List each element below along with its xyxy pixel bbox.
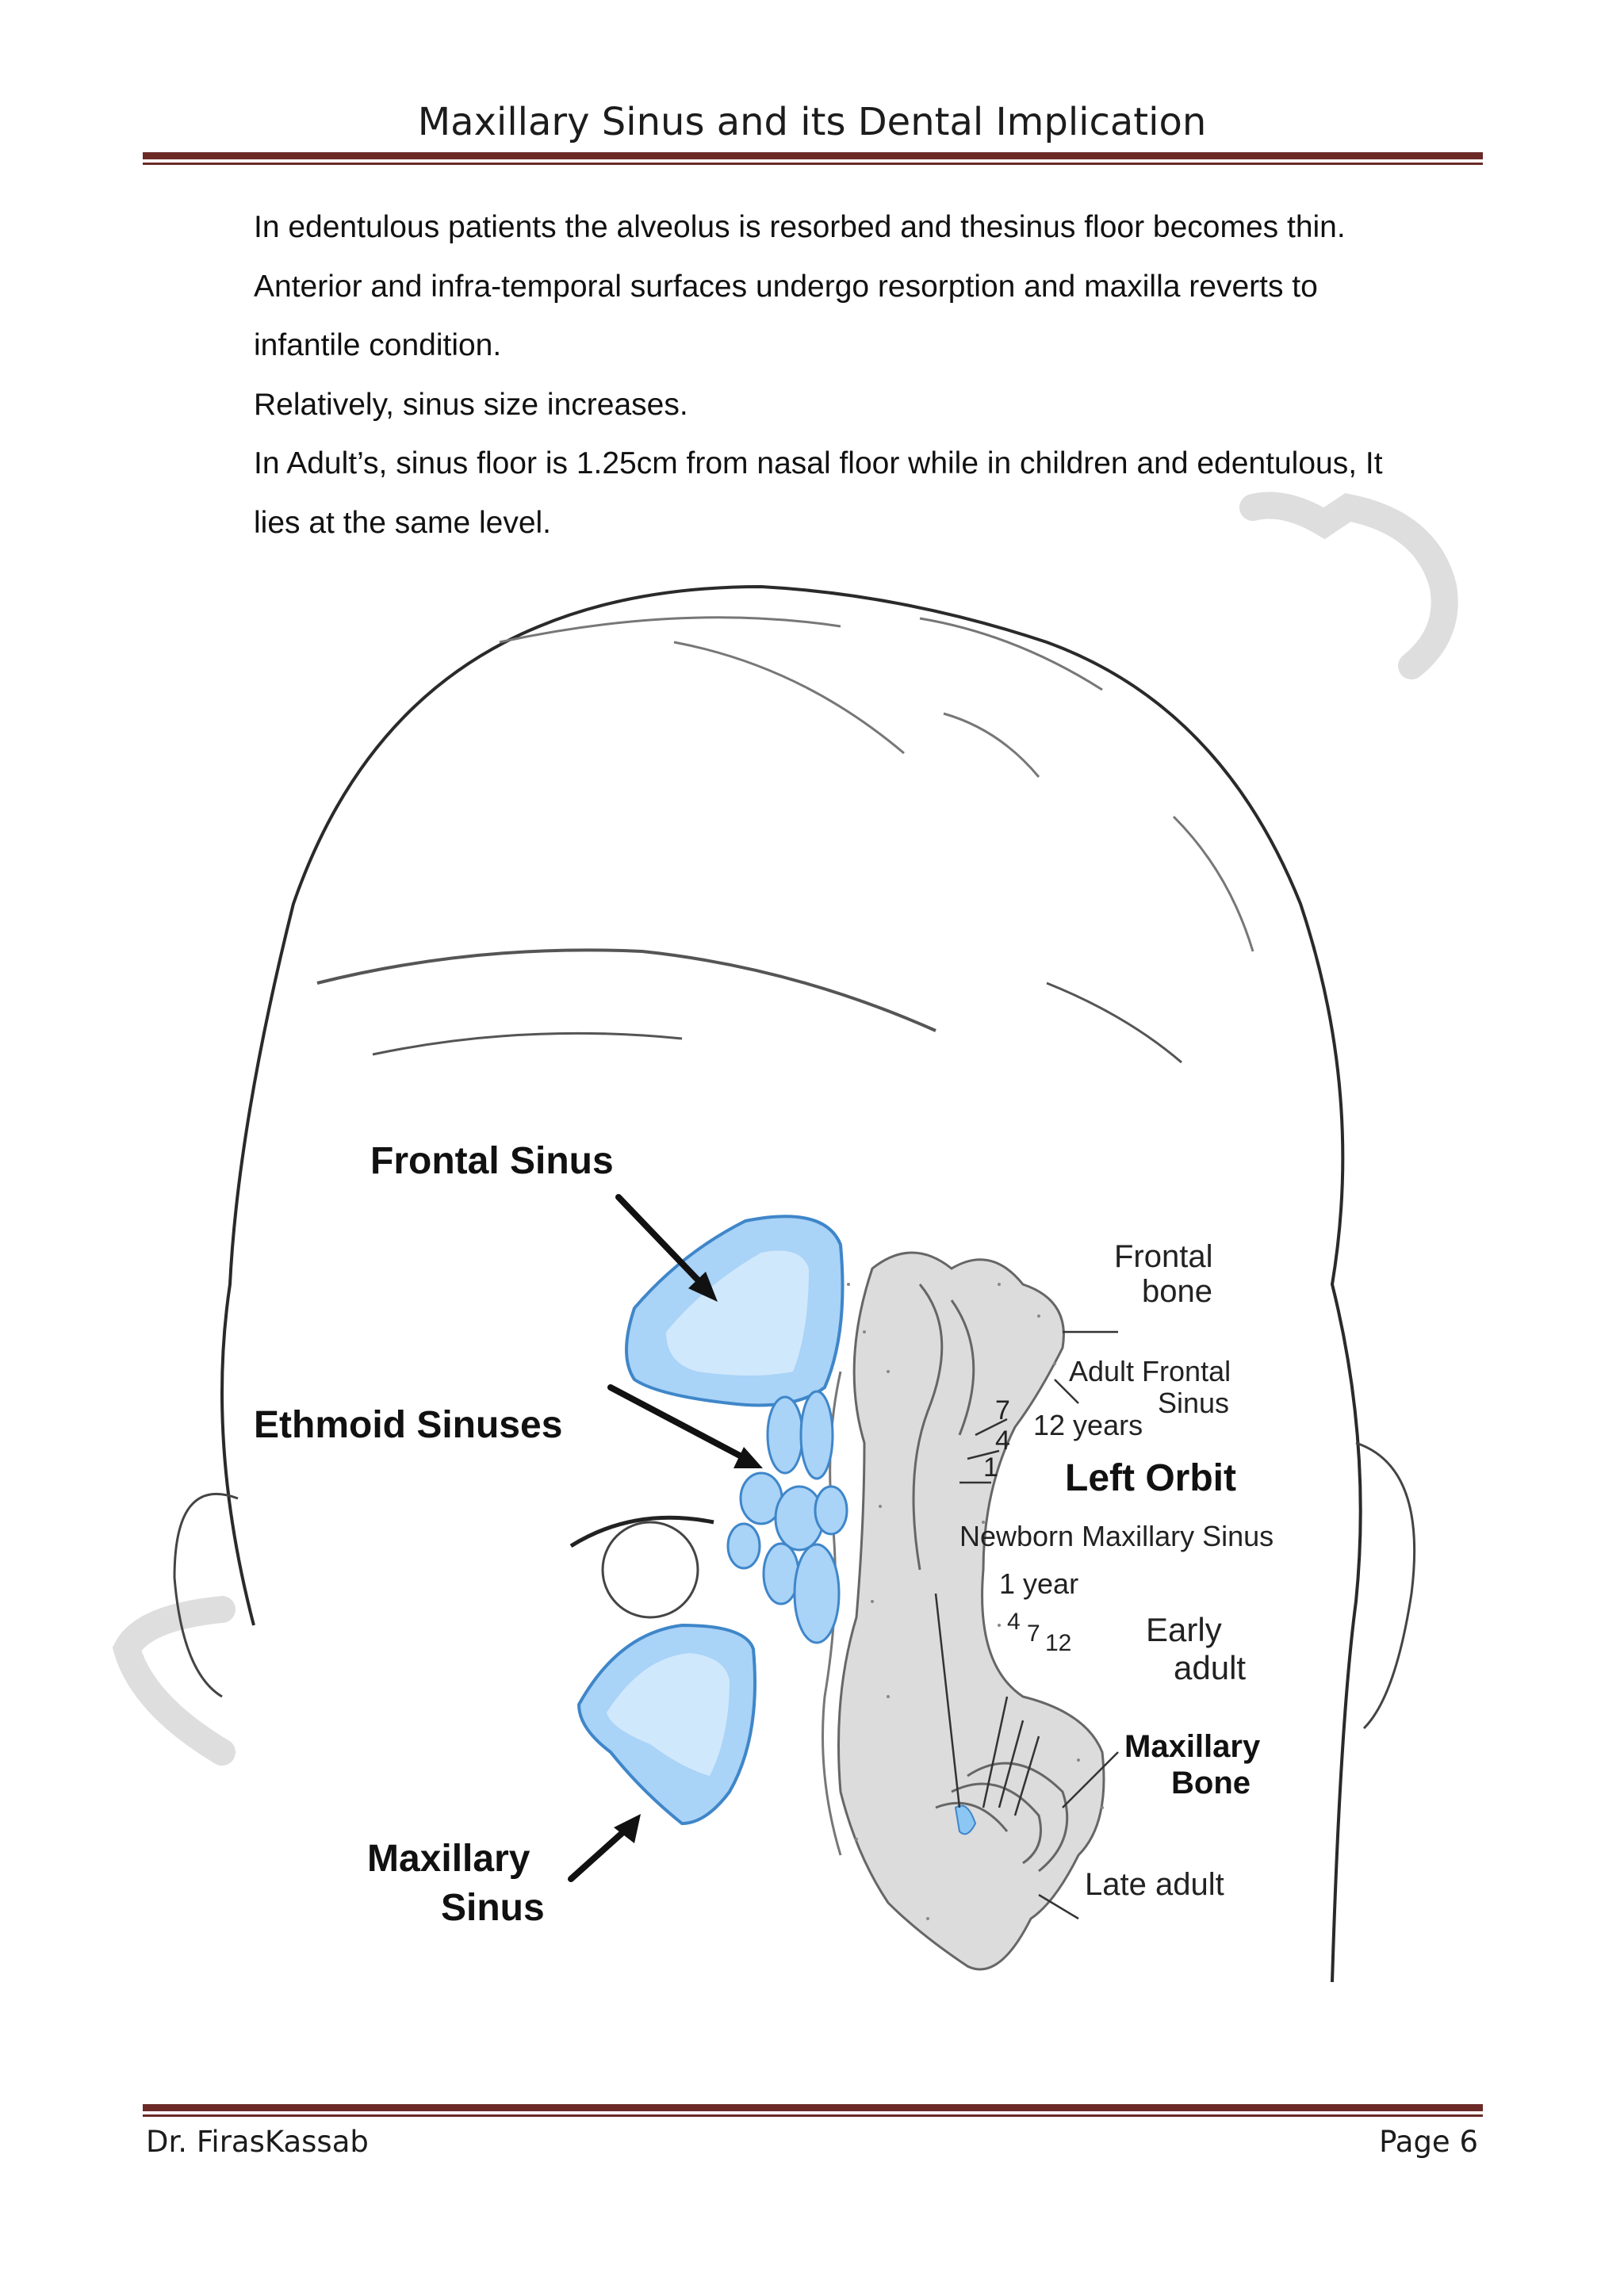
paragraph-line: lies at the same level. xyxy=(254,505,552,540)
footer-author: Dr. FirasKassab xyxy=(146,2125,369,2159)
label-late-adult: Late adult xyxy=(1085,1867,1224,1902)
label-num-7b: 7 xyxy=(1027,1621,1040,1647)
footer-rule xyxy=(143,2104,1483,2117)
label-adult-frontal-sinus-line1: Adult Frontal xyxy=(1069,1355,1231,1387)
paragraph-line: In edentulous patients the alveolus is resorbed and thesinus floor becomes thin. xyxy=(254,210,1346,244)
label-maxillary-sinus-line1: Maxillary xyxy=(367,1838,530,1880)
label-ethmoid-sinuses: Ethmoid Sinuses xyxy=(254,1404,563,1446)
paragraph-line: infantile condition. xyxy=(254,328,502,362)
label-early-adult-line1: Early xyxy=(1146,1611,1222,1648)
label-num-4: 4 xyxy=(995,1425,1010,1456)
label-maxillary-bone-line2: Bone xyxy=(1171,1766,1251,1800)
sinus-diagram-svg xyxy=(127,571,1427,1982)
label-frontal-sinus: Frontal Sinus xyxy=(370,1140,614,1182)
paragraph-line: Anterior and infra-temporal surfaces undergo resorption and maxilla reverts to xyxy=(254,269,1318,304)
paragraph-line: Relatively, sinus size increases. xyxy=(254,387,688,422)
label-num-7: 7 xyxy=(995,1395,1010,1425)
label-num-12: 12 xyxy=(1045,1630,1072,1656)
label-num-1: 1 xyxy=(983,1452,998,1483)
label-maxillary-sinus-line2: Sinus xyxy=(441,1887,545,1929)
page-header-title: Maxillary Sinus and its Dental Implication xyxy=(417,100,1207,144)
paragraph-line: In Adult’s, sinus floor is 1.25cm from nasal floor while in children and edentulous, It xyxy=(254,446,1383,480)
label-num-4b: 4 xyxy=(1007,1609,1021,1635)
label-frontal-bone-line1: Frontal xyxy=(1114,1239,1213,1274)
label-adult-frontal-sinus-line2: Sinus xyxy=(1158,1387,1230,1419)
label-frontal-bone-line2: bone xyxy=(1142,1274,1212,1309)
sinus-diagram xyxy=(127,571,1427,1982)
label-maxillary-bone-line1: Maxillary xyxy=(1124,1729,1261,1764)
header-rule xyxy=(143,152,1483,165)
label-early-adult-line2: adult xyxy=(1174,1649,1247,1686)
label-1-year: 1 year xyxy=(999,1567,1079,1600)
label-newborn-maxillary-sinus: Newborn Maxillary Sinus xyxy=(959,1520,1274,1552)
footer-page-number: Page 6 xyxy=(1379,2125,1478,2159)
label-left-orbit: Left Orbit xyxy=(1065,1457,1236,1499)
label-12-years: 12 years xyxy=(1033,1409,1143,1441)
